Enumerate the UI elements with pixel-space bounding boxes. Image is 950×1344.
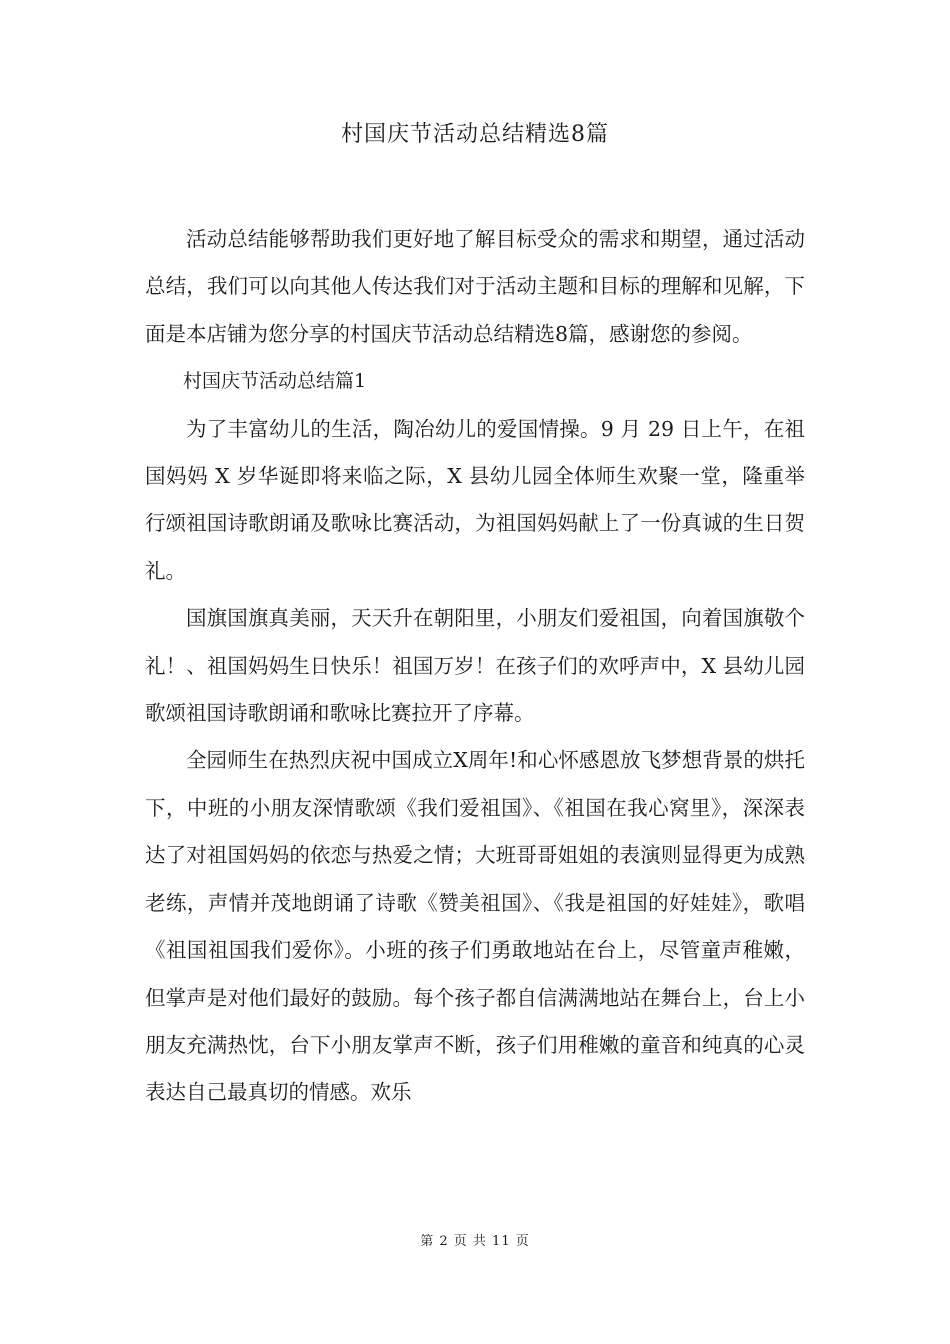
section-heading: 村国庆节活动总结篇1: [183, 370, 367, 393]
intro-paragraph: 活动总结能够帮助我们更好地了解目标受众的需求和期望，通过活动总结，我们可以向其他人传达我们对于活动主题和目标的理解和见解，下面是本店铺为您分享的村国庆节活动总结精选8篇，感谢您的参阅。: [145, 227, 805, 346]
document-body: [145, 216, 805, 1117]
document-title: 村国庆节活动总结精选8篇: [341, 122, 609, 147]
body-paragraph: 国旗国旗真美丽，天天升在朝阳里，小朋友们爱祖国，向着国旗敬个礼！、祖国妈妈生日快乐！祖国万岁！在孩子们的欢呼声中，X 县幼儿园歌颂祖国诗歌朗诵和歌咏比赛拉开了序幕。: [145, 606, 805, 726]
body-paragraph: 为了丰富幼儿的生活，陶冶幼儿的爱国情操。9 月 29 日上午，在祖国妈妈 X 岁华诞即将来临之际，X 县幼儿园全体师生欢聚一堂，隆重举行颂祖国诗歌朗诵及歌咏比赛活动，为祖国妈妈献上了一份真诚的生日贺礼。: [145, 416, 805, 583]
body-paragraph: 全园师生在热烈庆祝中国成立X周年!和心怀感恩放飞梦想背景的烘托下，中班的小朋友深情歌颂《我们爱祖国》、《祖国在我心窝里》，深深表达了对祖国妈妈的依恋与热爱之情；大班哥哥姐姐的表演则显得更为成熟老练，声情并茂地朗诵了诗歌《赞美祖国》、《我是祖国的好娃娃》，歌唱《祖国祖国我们爱你》。小班的孩子们勇敢地站在台上，尽管童声稚嫩，但掌声是对他们最好的鼓励。每个孩子都自信满满地站在舞台上，台上小朋友充满热忱，台下小朋友掌声不断，孩子们用稚嫩的童音和纯真的心灵表达自己最真切的情感。欢乐: [145, 748, 805, 1105]
page-footer: 第 2 页 共 11 页: [420, 1234, 530, 1249]
